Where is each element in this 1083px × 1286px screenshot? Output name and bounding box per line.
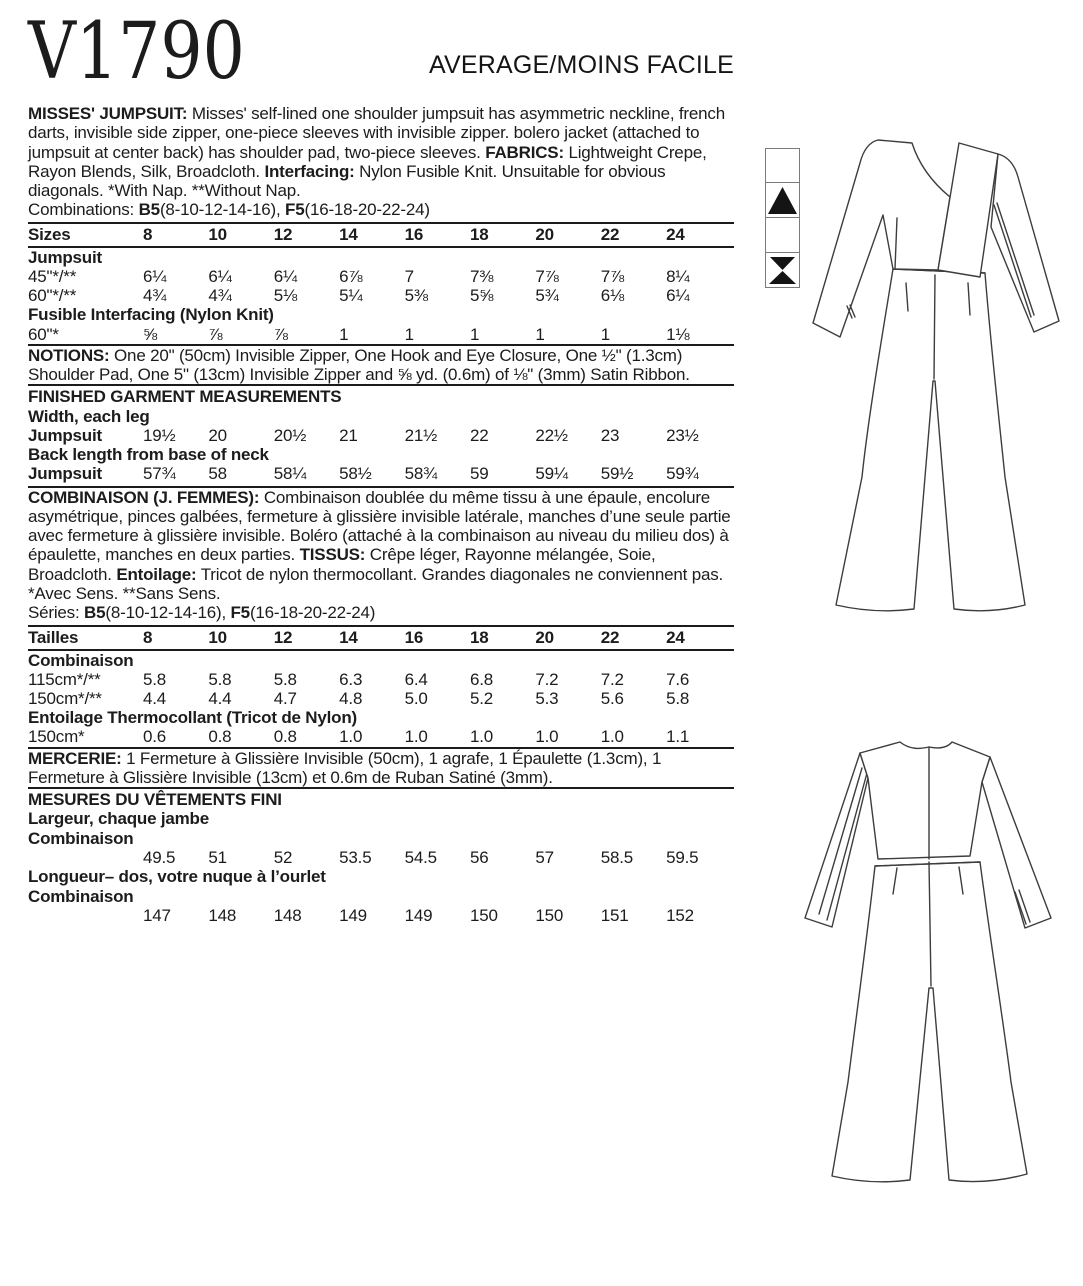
cell: 59.5 <box>666 848 699 868</box>
col-header: 22 <box>600 225 620 245</box>
series-f5-sizes: (16-18-20-22-24) <box>249 603 376 623</box>
row-label: 60"* <box>28 324 59 344</box>
table-row <box>28 906 734 925</box>
cell: 1.0 <box>404 727 428 747</box>
cell: 56 <box>469 848 489 868</box>
cell: 1 <box>535 324 545 344</box>
cell: 49.5 <box>143 848 176 868</box>
col-header: 18 <box>469 628 489 648</box>
row-label: 45"*/** <box>28 266 77 286</box>
cell: 54.5 <box>404 848 437 868</box>
empty-cell <box>28 848 143 867</box>
back-length-label: Back length from base of neck <box>28 445 269 465</box>
cell: 1 <box>469 324 480 344</box>
col-header: 10 <box>208 628 227 648</box>
cell: 6¼ <box>143 266 167 286</box>
combination-f5: F5 <box>285 200 305 220</box>
mercerie-text: 1 Fermeture à Glissière Invisible (50cm), 1 agrafe, 1 Épaulette (1.3cm), 1 Fermeture à Glissière Invisible (13cm) et 0.6m de Ruban Satiné (3mm). <box>28 748 662 787</box>
cell: 1 <box>339 324 349 344</box>
french-lead-label: COMBINAISON (J. FEMMES): <box>28 487 260 507</box>
section-combinaison: Combinaison <box>28 650 134 670</box>
width-each-leg-label: Width, each leg <box>28 406 150 426</box>
cell: 1.0 <box>535 727 559 747</box>
empty-cell <box>28 906 143 925</box>
sizes-table-header <box>28 224 734 245</box>
combination-b5: B5 <box>138 200 160 220</box>
col-header: 16 <box>404 628 424 648</box>
cell: 7⅜ <box>469 266 494 286</box>
header <box>28 5 734 97</box>
col-header: 10 <box>208 225 227 245</box>
mercerie-paragraph <box>28 749 734 788</box>
combinaison-label: Combinaison <box>28 886 134 906</box>
cell: 59½ <box>600 464 634 484</box>
cell: 20 <box>208 425 227 445</box>
combinations-prefix: Combinations: <box>28 200 139 220</box>
entoilage-label: Entoilage: <box>116 564 197 584</box>
cell: 1 <box>600 324 610 344</box>
cell: 1.0 <box>339 727 363 747</box>
center-front-seam <box>934 275 935 379</box>
cell: 7 <box>404 266 414 286</box>
nap-symbol-blank-1 <box>765 148 800 183</box>
nap-symbol-blank-2 <box>765 218 800 253</box>
table-row <box>28 848 734 867</box>
cell: 1 <box>404 324 414 344</box>
tissus-label: TISSUS: <box>299 545 366 565</box>
cell: 150 <box>469 905 498 925</box>
cell: 7⅞ <box>600 266 624 286</box>
section-fusible-interfacing: Fusible Interfacing (Nylon Knit) <box>28 305 274 325</box>
table-row <box>28 689 734 708</box>
cell: 21 <box>339 425 358 445</box>
cell: 22 <box>469 425 489 445</box>
nap-symbol-key <box>765 148 800 288</box>
series-line <box>28 603 734 622</box>
section-entoilage: Entoilage Thermocollant (Tricot de Nylon) <box>28 708 357 728</box>
cell: 4.8 <box>339 688 363 708</box>
cell: 5.6 <box>600 688 624 708</box>
col-header: 8 <box>143 225 153 245</box>
notions-paragraph <box>28 346 734 385</box>
row-label: 150cm*/** <box>28 688 102 708</box>
table-row <box>28 464 734 483</box>
series-f5: F5 <box>230 603 250 623</box>
cell: 59 <box>469 464 489 484</box>
cell: 149 <box>404 905 433 925</box>
cell: 5¼ <box>339 286 363 306</box>
col-header: Sizes <box>28 225 71 245</box>
cell: 147 <box>143 905 171 925</box>
cell: 23½ <box>666 425 699 445</box>
cell: 5.8 <box>208 669 232 689</box>
cell: 1.1 <box>666 727 690 747</box>
description-lead-label: MISSES' JUMPSUIT: <box>28 104 188 123</box>
col-header: 12 <box>273 225 293 245</box>
notions-label: NOTIONS: <box>28 345 110 365</box>
cell: 21½ <box>404 425 438 445</box>
series-b5-sizes: (8-10-12-14-16), <box>105 603 231 623</box>
section-jumpsuit: Jumpsuit <box>28 247 102 267</box>
cell: 7.2 <box>600 669 624 689</box>
cell: 4.4 <box>208 688 232 708</box>
cell: 58.5 <box>600 848 634 868</box>
cell: 58¾ <box>404 464 438 484</box>
notions-text: One 20" (50cm) Invisible Zipper, One Hook and Eye Closure, One ½" (1.3cm) Shoulder Pad, One 5" (13cm) Invisible Zipper and ⅝ yd. (0.6m) of ⅛" (3mm) Satin Ribbon. <box>28 345 690 384</box>
cell: 151 <box>600 905 629 925</box>
french-description-text: Combinaison doublée du même tissu à une épaule, encolure asymétrique, pinces galbées, fermeture à glissière invisible latérale, manches d’une seule partie avec fermeture à glissière invisible. Boléro (attaché à la combinaison au niveau du milieu dos) à épaulette, manches en deux parties. <box>28 487 731 565</box>
cell: 52 <box>273 848 293 868</box>
cell: 23 <box>600 425 620 445</box>
longueur-label: Longueur– dos, votre nuque à l’ourlet <box>28 867 326 887</box>
col-header: 16 <box>404 225 424 245</box>
cell: 5⅝ <box>469 286 494 306</box>
col-header: 14 <box>339 225 358 245</box>
tailles-table-header <box>28 627 734 648</box>
without-nap-icon <box>765 253 800 288</box>
table-row <box>28 727 734 746</box>
finished-measurements-title: FINISHED GARMENT MEASUREMENTS <box>28 387 342 407</box>
table-row <box>28 325 734 344</box>
cell: 0.8 <box>273 727 297 747</box>
interfacing-text: Nylon Fusible Knit. Unsuitable for obvious diagonals. *With Nap. **Without Nap. <box>28 161 666 201</box>
col-header: 12 <box>273 628 293 648</box>
cell: 8¼ <box>666 266 690 286</box>
cell: 6.4 <box>404 669 428 689</box>
cell: 6¼ <box>208 266 232 286</box>
table-row <box>28 286 734 305</box>
col-header: 20 <box>535 225 554 245</box>
table-row <box>28 267 734 286</box>
description-text: Misses' self-lined one shoulder jumpsuit has asymmetric neckline, french darts, invisible side zipper, one-piece sleeves with invisible zipper. bolero jacket (attached to jumpsuit at center back) has shoulder pad, two-piece sleeves. <box>28 104 725 162</box>
cell: ⅝ <box>143 324 157 344</box>
cell: 6¼ <box>273 266 298 286</box>
col-header: 18 <box>469 225 489 245</box>
largeur-label: Largeur, chaque jambe <box>28 809 209 829</box>
cell: 0.6 <box>143 727 167 747</box>
col-header: 20 <box>535 628 554 648</box>
mesures-block <box>28 789 734 927</box>
cell: 22½ <box>535 425 568 445</box>
cell: 58½ <box>339 464 372 484</box>
jumpsuit-back-view-drawing <box>763 690 1083 1286</box>
cell: 1.0 <box>469 727 493 747</box>
cell: 5.0 <box>404 688 428 708</box>
cell: 7.2 <box>535 669 559 689</box>
combinations-line <box>28 200 734 219</box>
cell: 4¾ <box>208 286 232 306</box>
interfacing-label: Interfacing: <box>264 161 355 181</box>
cell: 5.3 <box>535 688 559 708</box>
cell: 149 <box>339 905 367 925</box>
row-label: Jumpsuit <box>28 425 102 445</box>
cell: 4¾ <box>143 286 167 306</box>
cell: 6.8 <box>469 669 493 689</box>
row-label: Jumpsuit <box>28 464 102 484</box>
row-label: 115cm*/** <box>28 669 101 689</box>
cell: 20½ <box>273 425 307 445</box>
cell: 5⅜ <box>404 286 428 306</box>
triangle-up-icon <box>767 186 798 215</box>
cell: 5¾ <box>535 286 559 306</box>
entoilage-text: Tricot de nylon thermocollant. Grandes diagonales ne conviennent pas. *Avec Sens. **Sans Sens. <box>28 564 724 604</box>
cell: 6⅞ <box>339 266 363 286</box>
cell: 4.4 <box>143 688 167 708</box>
combinaison-label: Combinaison <box>28 828 134 848</box>
tissus-text: Crêpe léger, Rayonne mélangée, Soie, Broadcloth. <box>28 545 656 584</box>
difficulty-level: AVERAGE/MOINS FACILE <box>428 51 734 79</box>
cell: 7⅞ <box>535 266 559 286</box>
english-description <box>28 104 734 200</box>
cell: 19½ <box>143 425 176 445</box>
col-header: 22 <box>600 628 620 648</box>
cell: 148 <box>273 905 302 925</box>
row-label: 60"*/** <box>28 286 77 306</box>
cell: 152 <box>666 905 694 925</box>
cell: 6.3 <box>339 669 363 689</box>
cell: 57¾ <box>143 464 176 484</box>
series-prefix: Séries: <box>28 603 85 623</box>
col-header: 14 <box>339 628 358 648</box>
cell: 58¼ <box>273 464 307 484</box>
cell: 59¾ <box>666 464 699 484</box>
cell: 5⅛ <box>273 286 298 306</box>
pattern-number: V1790 <box>28 5 245 97</box>
french-description <box>28 488 734 604</box>
jumpsuit-front-view-drawing <box>763 85 1083 675</box>
col-header: 24 <box>666 225 685 245</box>
fabrics-text: Lightweight Crepe, Rayon Blends, Silk, Broadcloth. <box>28 142 707 181</box>
cell: 6⅛ <box>600 286 624 306</box>
with-nap-icon <box>765 183 800 218</box>
cell: 1.0 <box>600 727 624 747</box>
cell: ⅞ <box>273 324 288 344</box>
cell: 53.5 <box>339 848 372 868</box>
col-header: 24 <box>666 628 685 648</box>
mercerie-label: MERCERIE: <box>28 748 122 768</box>
cell: 5.8 <box>143 669 167 689</box>
col-header: 8 <box>143 628 153 648</box>
mesures-title: MESURES DU VÊTEMENTS FINI <box>28 790 282 810</box>
finished-measurements-block <box>28 386 734 485</box>
cell: 5.2 <box>469 688 493 708</box>
row-label: 150cm* <box>28 727 85 747</box>
cell: 0.8 <box>208 727 232 747</box>
cell: 59¼ <box>535 464 568 484</box>
cell: ⅞ <box>208 324 223 344</box>
cell: 5.8 <box>273 669 297 689</box>
table-row <box>28 426 734 445</box>
cell: 5.8 <box>666 688 690 708</box>
cell: 4.7 <box>273 688 297 708</box>
cell: 57 <box>535 848 554 868</box>
cell: 148 <box>208 905 237 925</box>
text-column <box>28 5 734 927</box>
cell: 51 <box>208 848 227 868</box>
cell: 7.6 <box>666 669 690 689</box>
cell: 58 <box>208 464 227 484</box>
series-b5: B5 <box>84 603 106 623</box>
col-header: Tailles <box>28 628 79 648</box>
cell: 150 <box>535 905 564 925</box>
cell: 6¼ <box>666 286 690 306</box>
combination-f5-sizes: (16-18-20-22-24) <box>304 200 430 220</box>
hourglass-icon <box>768 256 797 285</box>
cell: 1⅛ <box>666 324 690 344</box>
table-row <box>28 670 734 689</box>
fabrics-label: FABRICS: <box>485 142 564 162</box>
combination-b5-sizes: (8-10-12-14-16), <box>159 200 286 220</box>
